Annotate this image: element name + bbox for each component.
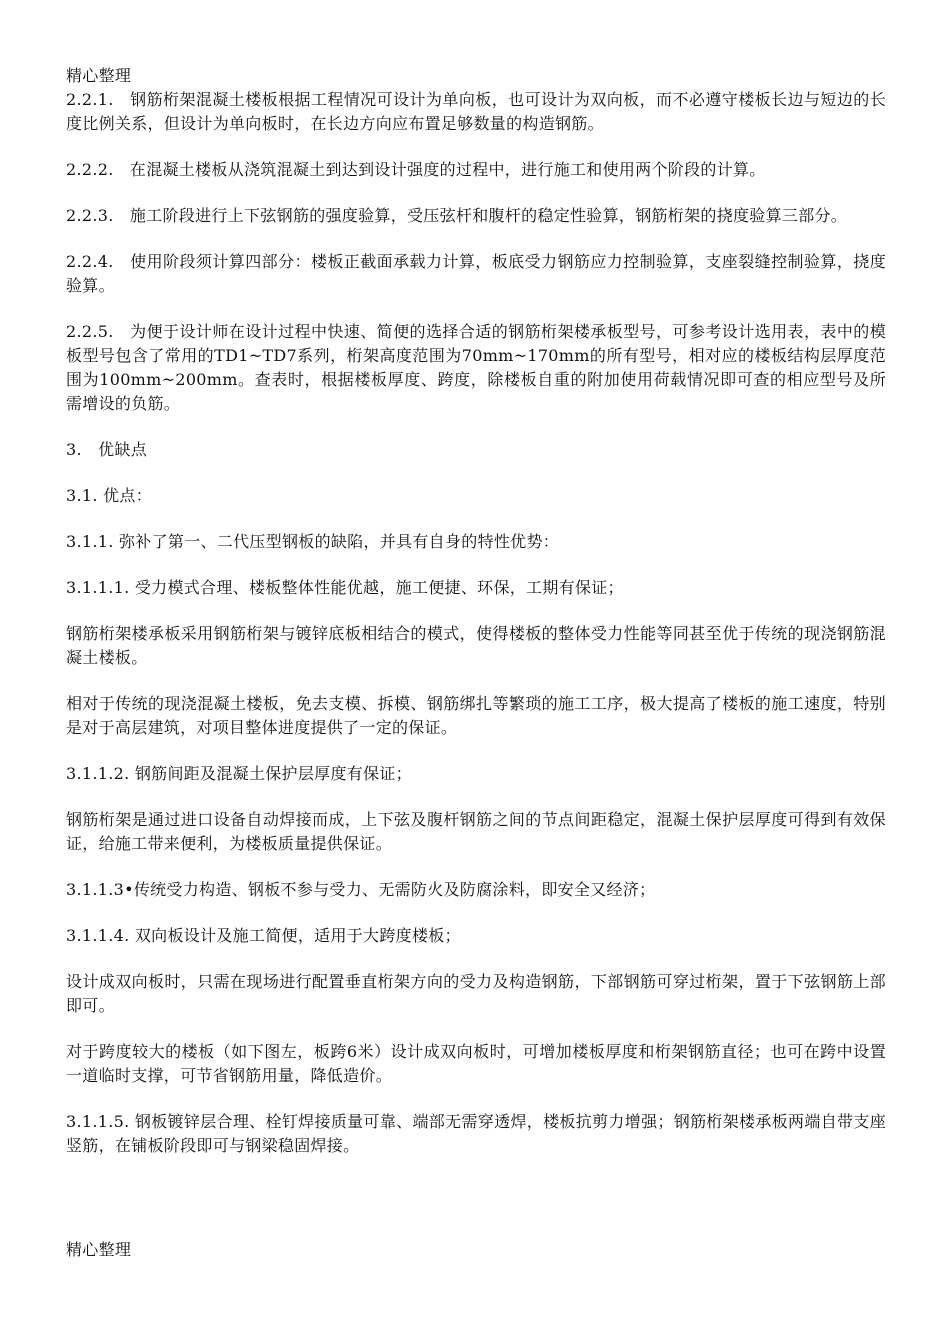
page-footer: 精心整理 xyxy=(66,1240,132,1259)
page-header: 精心整理 xyxy=(66,66,132,85)
paragraph-2-2-2: 2.2.2. 在混凝土楼板从浇筑混凝土到达到设计强度的过程中，进行施工和使用两个阶段的计算。 xyxy=(66,160,766,179)
section-heading-3: 3. 优缺点 xyxy=(66,440,148,459)
body-paragraph: 钢筋桁架楼承板采用钢筋桁架与镀锌底板相结合的模式，使得楼板的整体受力性能等同甚至优于传统的现浇钢筋混凝土楼板。 xyxy=(66,624,886,667)
section-heading-3-1-1-3: 3.1.1.3•传统受力构造、钢板不参与受力、无需防火及防腐涂料，即安全又经济； xyxy=(66,880,656,899)
body-paragraph: 相对于传统的现浇混凝土楼板，免去支模、拆模、钢筋绑扎等繁琐的施工工序，极大提高了楼板的施工速度，特别是对于高层建筑，对项目整体进度提供了一定的保证。 xyxy=(66,694,886,737)
section-heading-3-1-1-4: 3.1.1.4. 双向板设计及施工简便，适用于大跨度楼板； xyxy=(66,926,461,945)
body-paragraph: 对于跨度较大的楼板（如下图左，板跨6米）设计成双向板时，可增加楼板厚度和桁架钢筋直径；也可在跨中设置一道临时支撑，可节省钢筋用量，降低造价。 xyxy=(66,1042,886,1085)
paragraph-2-2-4: 2.2.4. 使用阶段须计算四部分：楼板正截面承载力计算，板底受力钢筋应力控制验算，支座裂缝控制验算，挠度验算。 xyxy=(66,252,886,295)
section-heading-3-1-1-5: 3.1.1.5. 钢板镀锌层合理、栓钉焊接质量可靠、端部无需穿透焊，楼板抗剪力增强；钢筋桁架楼承板两端自带支座竖筋，在铺板阶段即可与钢梁稳固焊接。 xyxy=(66,1112,886,1155)
section-heading-3-1-1: 3.1.1. 弥补了第一、二代压型钢板的缺陷，并具有自身的特性优势： xyxy=(66,532,560,551)
document-page xyxy=(66,64,886,1158)
section-heading-3-1: 3.1. 优点： xyxy=(66,486,153,505)
paragraph-2-2-3: 2.2.3. 施工阶段进行上下弦钢筋的强度验算，受压弦杆和腹杆的稳定性验算，钢筋桁架的挠度验算三部分。 xyxy=(66,206,848,225)
paragraph-2-2-5: 2.2.5. 为便于设计师在设计过程中快速、简便的选择合适的钢筋桁架楼承板型号，可参考设计选用表，表中的模板型号包含了常用的TD1~TD7系列，桁架高度范围为70mm~170mm的所有型号，相对应的楼板结构层厚度范围为100mm~200mm。查表时，根据楼板厚度、跨度，除楼板自重的附加使用荷载情况即可查的相应型号及所需增设的负筋。 xyxy=(66,322,886,413)
paragraph-2-2-1: 2.2.1. 钢筋桁架混凝土楼板根据工程情况可设计为单向板，也可设计为双向板，而不必遵守楼板长边与短边的长度比例关系，但设计为单向板时，在长边方向应布置足够数量的构造钢筋。 xyxy=(66,90,886,133)
body-paragraph: 设计成双向板时，只需在现场进行配置垂直桁架方向的受力及构造钢筋，下部钢筋可穿过桁架，置于下弦钢筋上部即可。 xyxy=(66,972,886,1015)
body-paragraph: 钢筋桁架是通过进口设备自动焊接而成，上下弦及腹杆钢筋之间的节点间距稳定，混凝土保护层厚度可得到有效保证，给施工带来便利，为楼板质量提供保证。 xyxy=(66,810,886,853)
section-heading-3-1-1-2: 3.1.1.2. 钢筋间距及混凝土保护层厚度有保证； xyxy=(66,764,412,783)
section-heading-3-1-1-1: 3.1.1.1. 受力模式合理、楼板整体性能优越，施工便捷、环保，工期有保证； xyxy=(66,578,624,597)
